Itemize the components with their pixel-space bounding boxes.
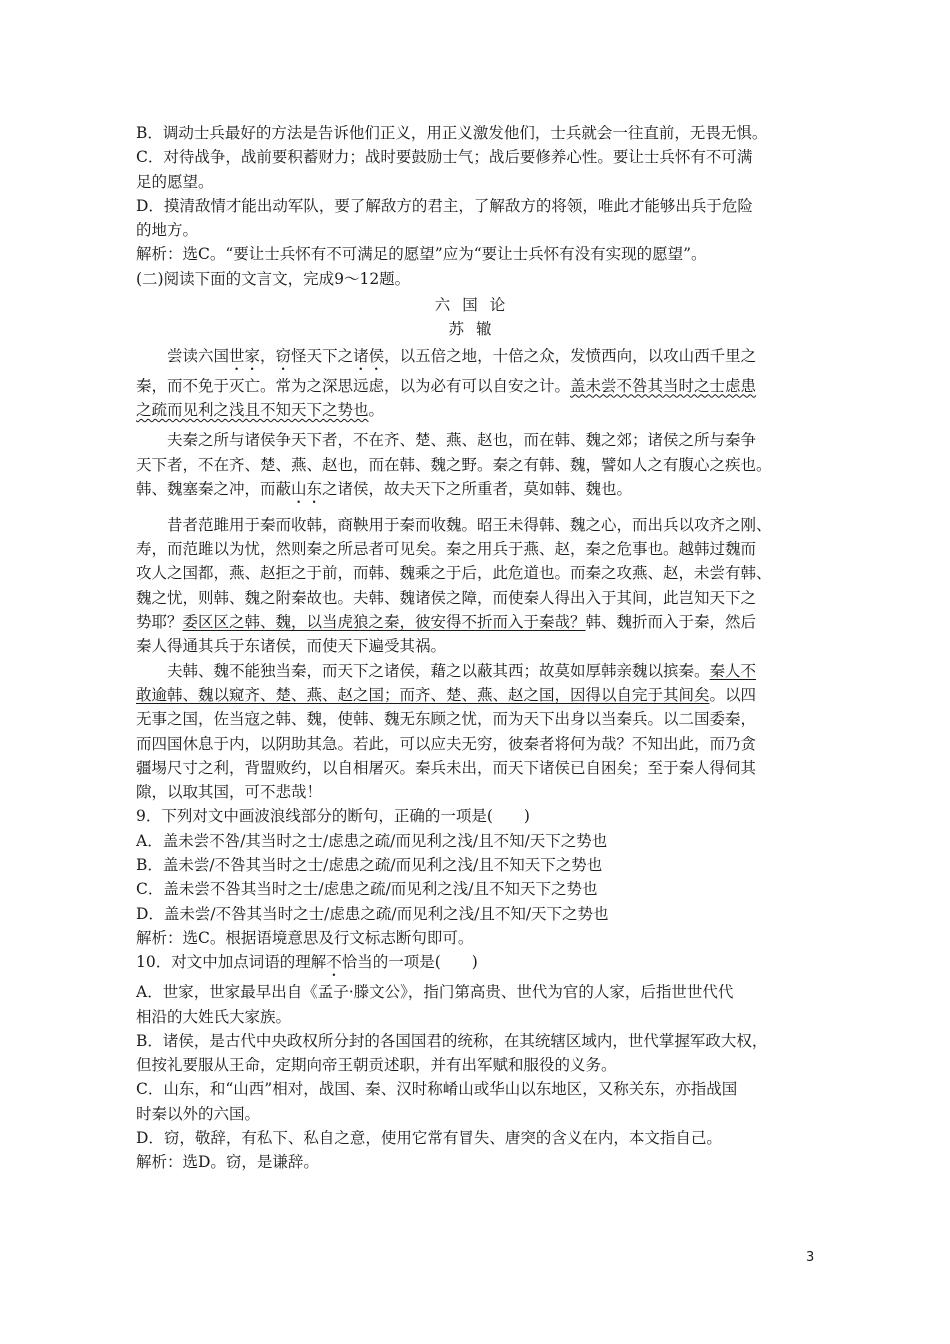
p4-line3: 无事之国，佐当寇之韩、魏，使韩、魏无东顾之忧，而为天下出身以当秦兵。以二国委秦，	[136, 710, 757, 729]
q9-option-d: D．盖未尝/不咎其当时之士/虑患之疏/而见利之浅/且不知/天下之势也	[136, 904, 609, 923]
dotted-term-bu: 不	[326, 953, 342, 972]
q8-option-d-line2: 的地方。	[136, 221, 199, 240]
text-run: 。	[368, 400, 385, 419]
p3-line4: 魏之忧，则韩、魏之附秦故也。夫韩、魏诸侯之障，而使秦人得出入于其间，此岂知天下之	[136, 588, 757, 607]
text-run: 韩、魏塞秦之冲，而蔽	[136, 479, 292, 498]
p1-line1	[136, 344, 816, 374]
q10-option-d: D．窃，敬辞，有私下、私自之意，使用它常有冒失、唐突的含义在内，本文指自己。	[136, 1128, 722, 1147]
text-run: 。以四	[709, 685, 757, 704]
dotted-term-qie: 窃	[275, 346, 292, 365]
dotted-term-shijia: 世家	[229, 346, 261, 365]
p4-line2	[136, 683, 816, 707]
q10-stem	[136, 950, 816, 980]
text-run: 怪天下之	[291, 346, 354, 365]
p3-line5	[136, 610, 816, 634]
q8-option-c-line1: C．对待战争，战前要积蓄财力；战时要鼓励士气；战后要修养心性。要让士兵怀有不可满	[136, 148, 753, 167]
q8-option-b: B．调动士兵最好的方法是告诉他们正义，用正义激发他们，士兵就会一往直前，无畏无惧。	[136, 124, 768, 142]
q8-option-c-line2: 足的愿望。	[136, 172, 214, 191]
essay-author: 苏辙	[448, 320, 504, 339]
p4-line6: 隙，以取其国，可不悲哉！	[136, 783, 323, 802]
section-intro: (二)阅读下面的文言文，完成9～12题。	[136, 269, 411, 288]
q10-option-b-line2: 但按礼要服从王命，定期向帝王朝贡述职，并有出军赋和服役的义务。	[136, 1056, 617, 1075]
text-run: 之诸侯，故夫天下之所重者，莫如韩、魏也。	[322, 479, 633, 498]
q9-option-b: B．盖未尝/不咎其当时之士/虑患之疏/而见利之浅/且不知天下之势也	[136, 856, 603, 875]
p4-line5: 疆埸尺寸之利，背盟败约，以自相屠灭。秦兵未出，而天下诸侯已自困矣；至于秦人得伺其	[136, 758, 757, 777]
page-number: 3	[806, 1250, 815, 1265]
text-run: 10．对文中加点词语的理解	[136, 953, 327, 972]
q10-option-c-line2: 时秦以外的六国。	[136, 1104, 261, 1123]
underlined-sentence: 秦人不	[709, 661, 757, 680]
p3-line3: 攻人之国都，燕、赵拒之于前，而韩、魏乘之于后，此危道也。而秦之攻燕、赵，未尝有韩、	[136, 564, 772, 583]
text-run: 秦，而不免于灭亡。常为之深思远虑，以为必有可以自安之计。	[136, 376, 571, 395]
q9-analysis: 解析：选C。根据语境意思及行文标志断句即可。	[136, 928, 474, 947]
q9-option-c: C．盖未尝不咎其当时之士/虑患之疏/而见利之浅/且不知天下之势也	[136, 880, 598, 899]
dotted-term-zhuhou: 诸侯	[353, 346, 385, 365]
q8-analysis: 解析：选C。“要让士兵怀有不可满足的愿望”应为“要让士兵怀有没有实现的愿望”。	[136, 245, 707, 264]
text-run: 夫韩、魏不能独当秦，而天下之诸侯，藉之以蔽其西；故莫如厚韩亲魏以摈秦。	[167, 661, 710, 680]
q10-option-c-line1: C．山东，和“山西”相对，战国、秦、汉时称崤山或华山以东地区，又称关东，亦指战国	[136, 1080, 738, 1099]
wavy-underline-text: 盖未尝不咎其当时之士虑患	[570, 376, 757, 395]
document-page	[136, 121, 816, 1175]
text-run: 势耶？	[136, 613, 183, 632]
p4-line1	[136, 659, 816, 683]
p3-line6: 秦人得通其兵于东诸侯，而使天下遍受其祸。	[136, 637, 447, 656]
text-run: ，以五倍之地，十倍之众，发愤西向，以攻山西千里之	[384, 346, 757, 365]
q10-option-a-line1: A．世家，世家最早出自《孟子·滕文公》，指门第高贵、世代为官的人家，后指世世代代	[136, 983, 734, 1002]
dotted-term-shandong: 山东	[291, 479, 323, 498]
p2-line1: 夫秦之所与诸侯争天下者，不在齐、楚、燕、赵也，而在韩、魏之郊；诸侯之所与秦争	[167, 431, 757, 450]
p2-line2: 天下者，不在齐、楚、燕、赵也，而在韩、魏之野。秦之有韩、魏，譬如人之有腹心之疾也。	[136, 455, 772, 474]
text-run: 韩、魏折而入于秦，然后	[585, 613, 757, 632]
wavy-underline-text: 之疏而见利之浅且不知天下之势也	[136, 400, 369, 419]
text-run: ，	[260, 346, 276, 365]
p3-line1: 昔者范雎用于秦而收韩，商鞅用于秦而收魏。昭王未得韩、魏之心，而出兵以攻齐之刚、	[167, 515, 772, 534]
q10-analysis: 解析：选D。窃，是谦辞。	[136, 1153, 319, 1172]
q8-option-d-line1: D．摸清敌情才能出动军队，要了解敌方的君主，了解敌方的将领，唯此才能够出兵于危险	[136, 196, 753, 215]
q10-option-b-line1: B．诸侯，是古代中央政权所分封的各国国君的统称，在其统辖区域内，世代掌握军政大权，	[136, 1031, 768, 1050]
text-run: 尝读六国	[167, 346, 230, 365]
q10-option-a-line2: 相沿的大姓氏大家族。	[136, 1007, 292, 1026]
p1-line3	[136, 398, 816, 422]
underlined-sentence: 敢逾韩、魏以窥齐、楚、燕、赵之国；而齐、楚、燕、赵之国，因得以自完于其间矣	[136, 685, 710, 704]
p3-line2: 寿，而范雎以为忧，然则秦之所忌者可见矣。秦之用兵于燕、赵，秦之危事也。越韩过魏而	[136, 540, 757, 559]
essay-title: 六国论	[434, 296, 518, 315]
p1-line2	[136, 374, 816, 398]
p2-line3	[136, 477, 816, 507]
q9-stem: 9．下列对文中画波浪线部分的断句，正确的一项是( )	[136, 807, 530, 826]
underlined-sentence: 委区区之韩、魏，以当虎狼之秦，彼安得不折而入于秦哉？	[182, 613, 586, 632]
text-run: 恰当的一项是( )	[341, 953, 478, 972]
q9-option-a: A．盖未尝不咎/其当时之士/虑患之疏/而见利之浅/且不知/天下之势也	[136, 831, 608, 850]
p4-line4: 而四国休息于内，以阴助其急。若此，可以应夫无穷，彼秦者将何为哉？不知出此，而乃贪	[136, 734, 757, 753]
